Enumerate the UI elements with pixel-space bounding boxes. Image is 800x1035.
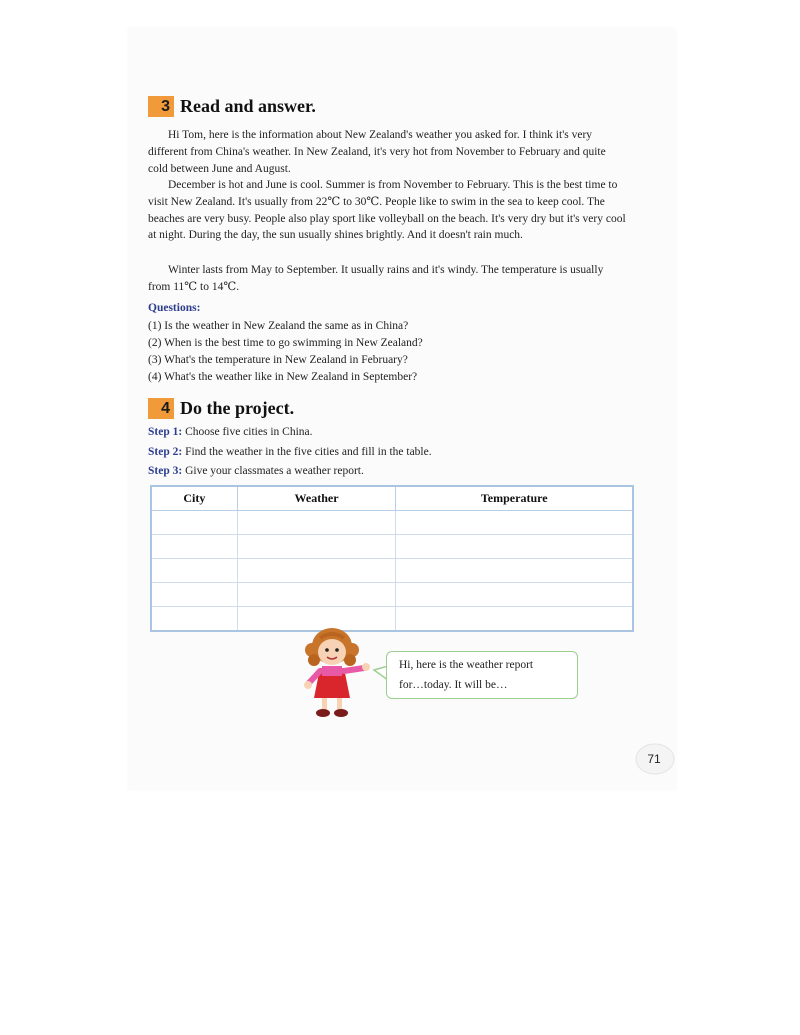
page-number: 71 [647, 752, 661, 766]
speech-bubble [386, 651, 578, 699]
table-cell[interactable] [237, 583, 396, 607]
table-cell[interactable] [237, 535, 396, 559]
table-cell[interactable] [237, 559, 396, 583]
reading-paragraph-1: Hi Tom, here is the information about New Zealand's weather you asked for. I think it's very different from China's weather. In New Zealand, it's very hot from November to February and quite cold between June and August. [148, 129, 606, 175]
column-header-weather: Weather [237, 486, 396, 511]
questions-label: Questions: [148, 302, 201, 314]
table-row [151, 607, 633, 632]
weather-table [150, 485, 634, 632]
question-item: (4) What's the weather like in New Zealand in September? [148, 371, 418, 383]
table-cell[interactable] [237, 511, 396, 535]
table-cell[interactable] [151, 511, 237, 535]
section-title: Read and answer. [180, 96, 316, 116]
table-cell[interactable] [396, 559, 633, 583]
table-cell[interactable] [151, 535, 237, 559]
step-label: Step 2: [148, 445, 183, 458]
column-header-city: City [151, 486, 237, 511]
column-header-temperature: Temperature [396, 486, 633, 511]
table-cell[interactable] [396, 511, 633, 535]
speech-line: for…today. It will be… [399, 679, 508, 691]
step-item [148, 462, 432, 482]
step-label: Step 1: [148, 426, 183, 438]
question-item: (1) Is the weather in New Zealand the same as in China? [148, 320, 409, 332]
girl-illustration [298, 624, 378, 719]
table-cell[interactable] [151, 559, 237, 583]
step-text: Find the weather in the five cities and fill in the table. [182, 445, 432, 458]
table-cell[interactable] [151, 607, 237, 632]
step-text: Choose five cities in China. [182, 426, 313, 438]
step-text: Give your classmates a weather report. [182, 465, 364, 478]
table-row [151, 535, 633, 559]
step-item [148, 423, 432, 443]
question-item: (2) When is the best time to go swimming in New Zealand? [148, 337, 423, 349]
table-header-row [151, 486, 633, 511]
questions-list [148, 318, 423, 386]
section-number-badge: 3 [148, 96, 174, 117]
step-label: Step 3: [148, 465, 183, 478]
table-row [151, 559, 633, 583]
section-3-heading [148, 96, 316, 117]
table-cell[interactable] [151, 583, 237, 607]
table-cell[interactable] [396, 607, 633, 632]
table-row [151, 511, 633, 535]
reading-paragraph-3: Winter lasts from May to September. It usually rains and it's windy. The temperature is usually from 11℃ to 14℃. [148, 264, 604, 293]
question-item: (3) What's the temperature in New Zealand in February? [148, 354, 408, 366]
section-number-badge: 4 [148, 398, 174, 419]
section-4-heading [148, 398, 294, 419]
section-title: Do the project. [180, 398, 295, 418]
table-cell[interactable] [396, 583, 633, 607]
reading-paragraph-2: December is hot and June is cool. Summer is from November to February. This is the best time to visit New Zealand. It's usually from 22℃ to 30℃. People like to swim in the sea to keep cool. The beaches are very busy. People also play sport like volleyball on the beach. It's very dry but it's very cool at night. During the day, the sun usually shines brightly. And it doesn't rain much. [148, 179, 626, 242]
table-cell[interactable] [396, 535, 633, 559]
speech-line: Hi, here is the weather report [399, 659, 534, 671]
project-steps [148, 423, 432, 482]
step-item [148, 443, 432, 463]
table-row [151, 583, 633, 607]
